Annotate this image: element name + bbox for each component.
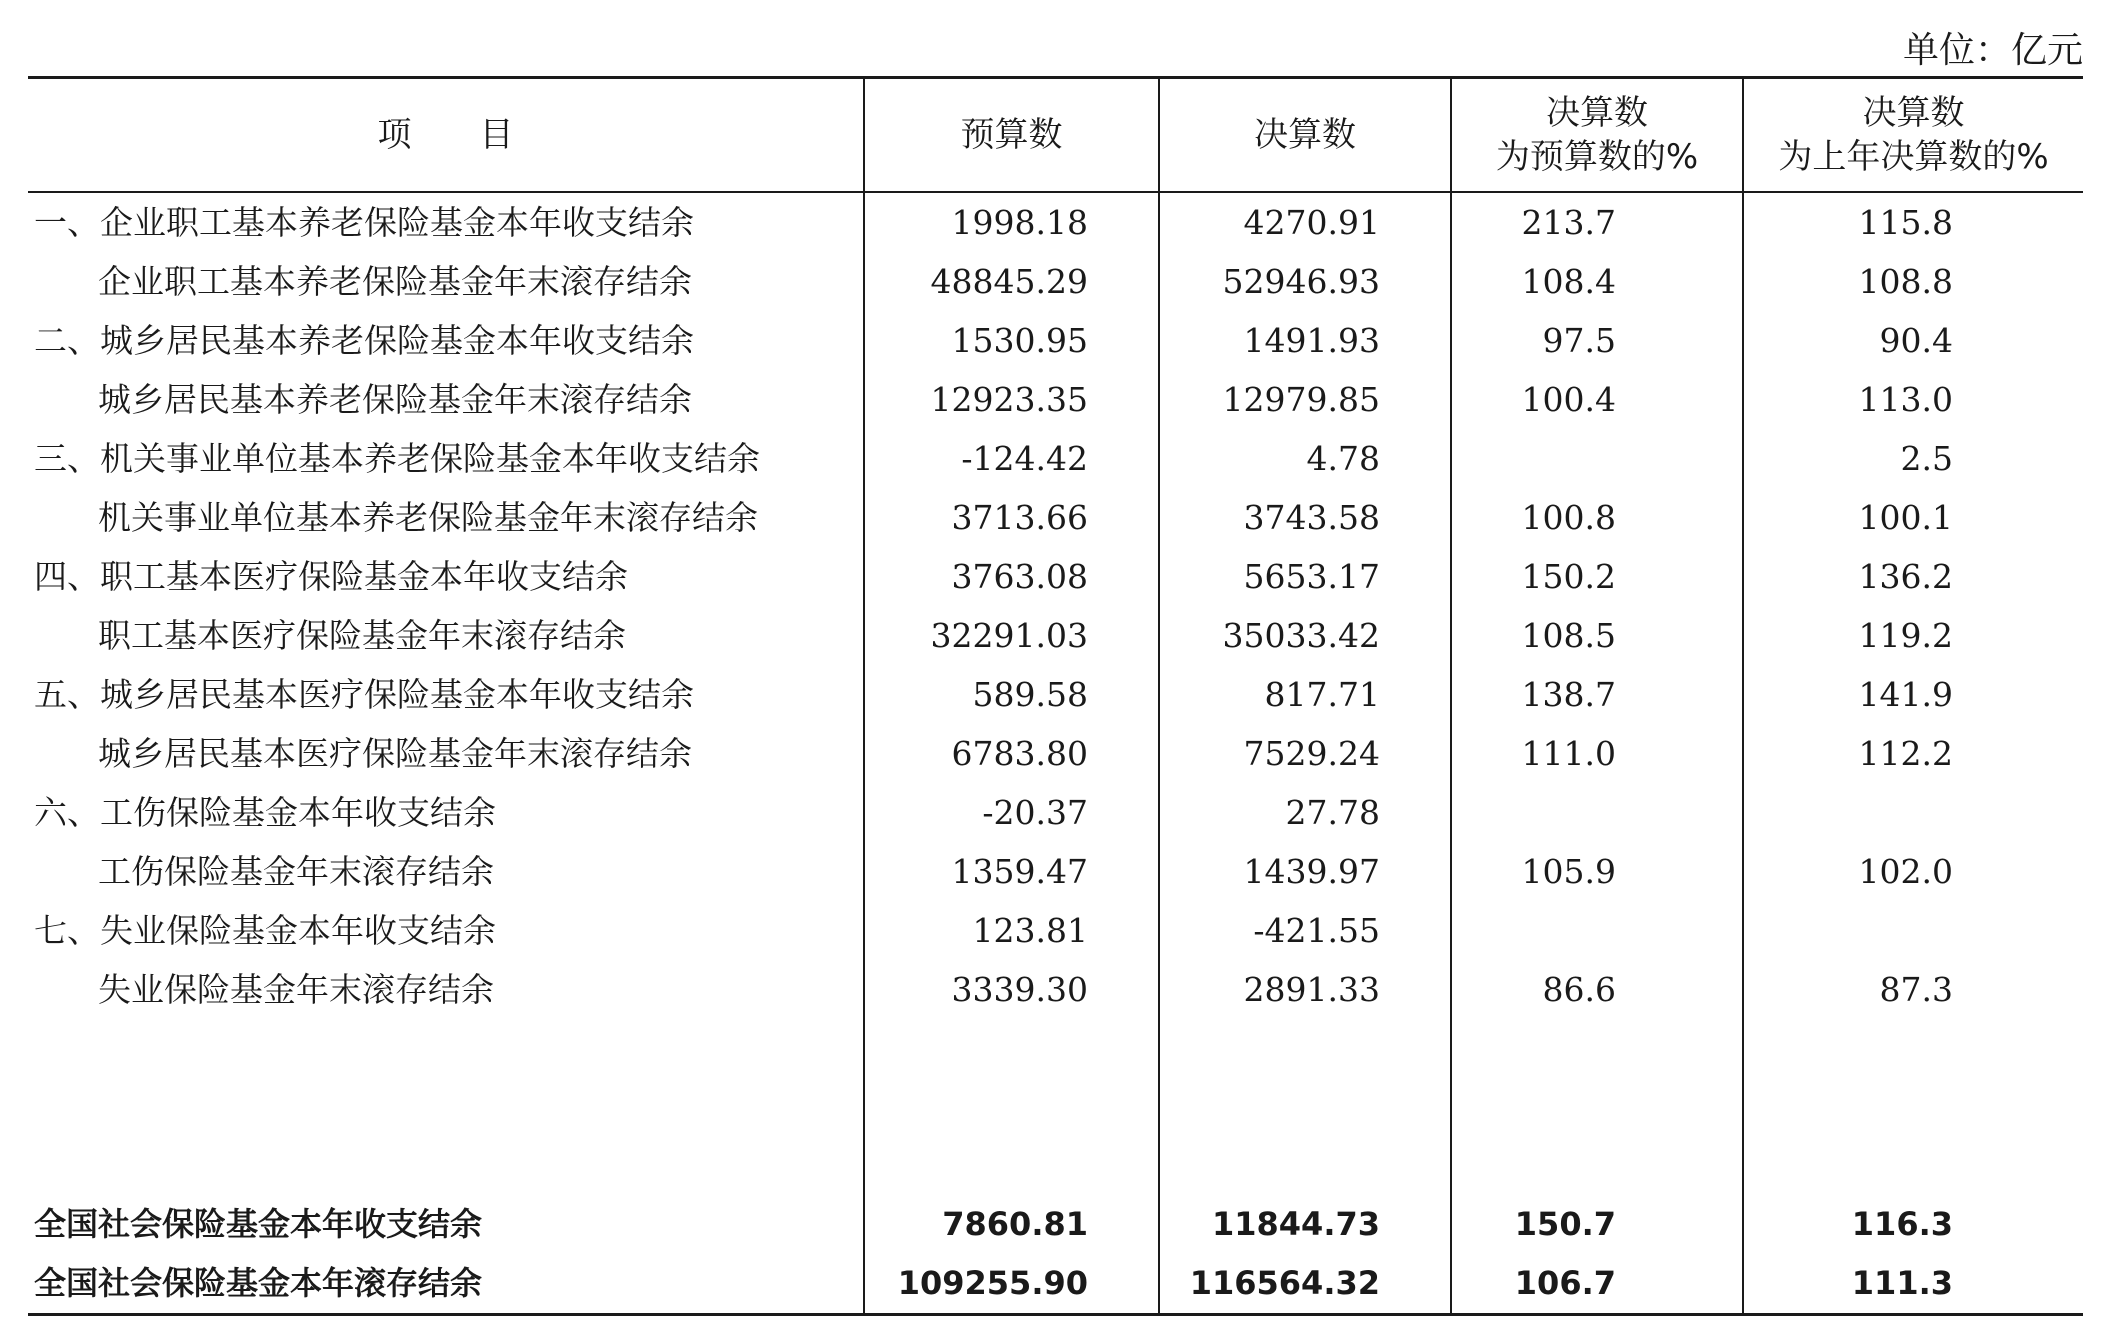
row-pct-prev: 141.9	[1743, 665, 2083, 724]
table-row	[28, 370, 2083, 429]
row-item: 机关事业单位基本养老保险基金年末滚存结余	[98, 498, 758, 537]
row-final: 7529.24	[1159, 724, 1451, 783]
row-pct-prev: 113.0	[1743, 370, 2083, 429]
row-final: 52946.93	[1159, 252, 1451, 311]
row-pct-budget: 86.6	[1451, 960, 1743, 1019]
row-pct-budget	[1451, 783, 1743, 842]
unit-label: 单位：亿元	[1902, 30, 2083, 71]
row-pct-budget	[1451, 901, 1743, 960]
budget-table	[28, 79, 2083, 1316]
row-item: 工伤保险基金年末滚存结余	[98, 852, 494, 891]
row-final: 27.78	[1159, 783, 1451, 842]
row-pct-prev: 102.0	[1743, 842, 2083, 901]
row-pct-budget: 97.5	[1451, 311, 1743, 370]
total-final: 11844.73	[1159, 1195, 1451, 1254]
row-item: 五、城乡居民基本医疗保险基金本年收支结余	[34, 675, 694, 714]
total-row	[28, 1254, 2083, 1315]
table-row	[28, 488, 2083, 547]
row-item: 一、企业职工基本养老保险基金本年收支结余	[34, 203, 694, 242]
spacer-row	[28, 1019, 2083, 1195]
budget-table-container	[28, 76, 2083, 1316]
row-final: 12979.85	[1159, 370, 1451, 429]
total-item: 全国社会保险基金本年滚存结余	[28, 1254, 864, 1315]
row-budget: 3763.08	[864, 547, 1159, 606]
row-final: 35033.42	[1159, 606, 1451, 665]
header-pct-prev	[1743, 79, 2083, 192]
row-budget: 1998.18	[864, 192, 1159, 252]
header-final: 决算数	[1159, 79, 1451, 192]
row-pct-budget: 100.8	[1451, 488, 1743, 547]
total-pct-prev: 111.3	[1743, 1254, 2083, 1315]
row-budget: 12923.35	[864, 370, 1159, 429]
row-budget: 32291.03	[864, 606, 1159, 665]
row-budget: 48845.29	[864, 252, 1159, 311]
row-budget: 123.81	[864, 901, 1159, 960]
header-row	[28, 79, 2083, 192]
table-row	[28, 724, 2083, 783]
row-final: 5653.17	[1159, 547, 1451, 606]
row-pct-budget: 111.0	[1451, 724, 1743, 783]
row-pct-prev: 100.1	[1743, 488, 2083, 547]
total-budget: 7860.81	[864, 1195, 1159, 1254]
row-final: 3743.58	[1159, 488, 1451, 547]
row-final: 4270.91	[1159, 192, 1451, 252]
header-pct-prev-line1: 决算数	[1862, 93, 1965, 133]
row-pct-budget	[1451, 429, 1743, 488]
header-pct-budget-line1: 决算数	[1546, 93, 1648, 133]
header-pct-budget	[1451, 79, 1743, 192]
row-pct-budget: 100.4	[1451, 370, 1743, 429]
row-pct-budget: 108.4	[1451, 252, 1743, 311]
row-pct-budget: 108.5	[1451, 606, 1743, 665]
row-final: -421.55	[1159, 901, 1451, 960]
row-pct-budget: 138.7	[1451, 665, 1743, 724]
row-pct-budget: 213.7	[1451, 192, 1743, 252]
spacer-cell	[1451, 1019, 1743, 1195]
row-pct-prev: 108.8	[1743, 252, 2083, 311]
row-budget: 1359.47	[864, 842, 1159, 901]
row-item: 六、工伤保险基金本年收支结余	[34, 793, 496, 832]
header-budget: 预算数	[864, 79, 1159, 192]
table-row	[28, 429, 2083, 488]
table-row	[28, 252, 2083, 311]
row-budget: 1530.95	[864, 311, 1159, 370]
row-final: 2891.33	[1159, 960, 1451, 1019]
header-pct-prev-line2: 为上年决算数的%	[1778, 137, 2049, 177]
row-item: 二、城乡居民基本养老保险基金本年收支结余	[34, 321, 694, 360]
header-item: 项 目	[28, 79, 864, 192]
row-pct-prev: 2.5	[1743, 429, 2083, 488]
row-item: 七、失业保险基金本年收支结余	[34, 911, 496, 950]
row-budget: 3339.30	[864, 960, 1159, 1019]
row-pct-prev	[1743, 783, 2083, 842]
row-budget: 3713.66	[864, 488, 1159, 547]
table-row	[28, 547, 2083, 606]
table-row	[28, 311, 2083, 370]
row-item: 职工基本医疗保险基金年末滚存结余	[98, 616, 626, 655]
row-item: 企业职工基本养老保险基金年末滚存结余	[98, 262, 692, 301]
row-item: 三、机关事业单位基本养老保险基金本年收支结余	[34, 439, 760, 478]
table-row	[28, 901, 2083, 960]
row-pct-budget: 105.9	[1451, 842, 1743, 901]
spacer-cell	[1159, 1019, 1451, 1195]
header-pct-budget-line2: 为预算数的%	[1495, 137, 1699, 177]
total-pct-budget: 150.7	[1451, 1195, 1743, 1254]
row-item: 城乡居民基本医疗保险基金年末滚存结余	[98, 734, 692, 773]
row-item: 失业保险基金年末滚存结余	[98, 970, 494, 1009]
row-item: 城乡居民基本养老保险基金年末滚存结余	[98, 380, 692, 419]
row-budget: 589.58	[864, 665, 1159, 724]
total-budget: 109255.90	[864, 1254, 1159, 1315]
row-final: 4.78	[1159, 429, 1451, 488]
row-pct-prev: 115.8	[1743, 192, 2083, 252]
row-pct-prev: 136.2	[1743, 547, 2083, 606]
row-final: 1439.97	[1159, 842, 1451, 901]
row-item: 四、职工基本医疗保险基金本年收支结余	[34, 557, 628, 596]
table-row	[28, 960, 2083, 1019]
table-row	[28, 665, 2083, 724]
table-row	[28, 192, 2083, 252]
row-budget: 6783.80	[864, 724, 1159, 783]
row-final: 817.71	[1159, 665, 1451, 724]
row-budget: -124.42	[864, 429, 1159, 488]
total-pct-budget: 106.7	[1451, 1254, 1743, 1315]
total-item: 全国社会保险基金本年收支结余	[34, 1205, 483, 1243]
total-final: 116564.32	[1159, 1254, 1451, 1315]
row-pct-prev	[1743, 901, 2083, 960]
row-pct-prev: 119.2	[1743, 606, 2083, 665]
spacer-cell	[28, 1019, 864, 1195]
row-pct-prev: 90.4	[1743, 311, 2083, 370]
table-row	[28, 842, 2083, 901]
table-row	[28, 606, 2083, 665]
total-row	[28, 1195, 2083, 1254]
row-pct-prev: 112.2	[1743, 724, 2083, 783]
row-pct-prev: 87.3	[1743, 960, 2083, 1019]
row-budget: -20.37	[864, 783, 1159, 842]
table-row	[28, 783, 2083, 842]
total-pct-prev: 116.3	[1743, 1195, 2083, 1254]
row-pct-budget: 150.2	[1451, 547, 1743, 606]
row-final: 1491.93	[1159, 311, 1451, 370]
spacer-cell	[864, 1019, 1159, 1195]
spacer-cell	[1743, 1019, 2083, 1195]
